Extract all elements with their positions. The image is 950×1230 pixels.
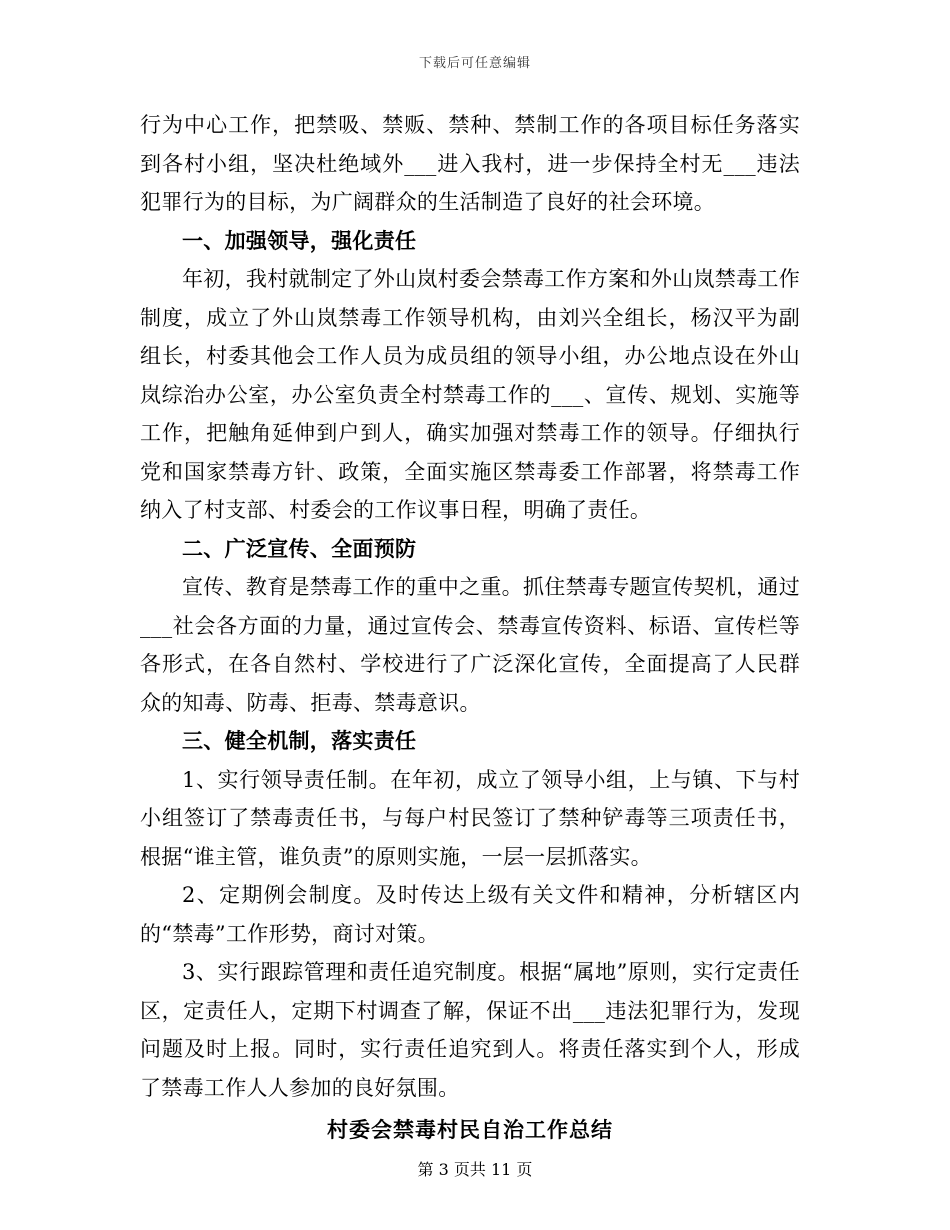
page-header-note: 下载后可任意编辑 (418, 56, 531, 71)
document-body (140, 106, 800, 1150)
section-1-heading: 一、加强领导，强化责任 (182, 227, 417, 253)
page-number: 第 3 页共 11 页 (417, 1160, 533, 1179)
section-2-heading: 二、广泛宣传、全面预防 (182, 535, 417, 561)
section-2-paragraph: 宣传、教育是禁毒工作的重中之重。抓住禁毒专题宣传契机，通过___社会各方面的力量，通过宣传会、禁毒宣传资料、标语、宣传栏等各形式，在各自然村、学校进行了广泛深化宣传，全面提高了人民群众的知毒、防毒、拒毒、禁毒意识。 (140, 575, 800, 715)
section-3-heading: 三、健全机制，落实责任 (182, 728, 417, 753)
closing-title: 村委会禁毒村民自治工作总结 (327, 1117, 613, 1142)
section-3-item-3: 3、实行跟踪管理和责任追究制度。根据“属地”原则，实行定责任区，定责任人，定期下村调查了解，保证不出___违法犯罪行为，发现问题及时上报。同时，实行责任追究到人。将责任落实到个人，形成了禁毒工作人人参加的良好氛围。 (140, 960, 800, 1100)
intro-paragraph: 行为中心工作，把禁吸、禁贩、禁种、禁制工作的各项目标任务落实到各村小组，坚决杜绝域外___进入我村，进一步保持全村无___违法犯罪行为的目标，为广阔群众的生活制造了良好的社会环境。 (140, 113, 800, 214)
section-3-item-2: 2、定期例会制度。及时传达上级有关文件和精神，分析辖区内的“禁毒”工作形势，商讨对策。 (140, 883, 800, 946)
section-1-paragraph: 年初，我村就制定了外山岚村委会禁毒工作方案和外山岚禁毒工作制度，成立了外山岚禁毒工作领导机构，由刘兴全组长，杨汉平为副组长，村委其他会工作人员为成员组的领导小组，办公地点设在外山岚综治办公室，办公室负责全村禁毒工作的___、宣传、规划、实施等工作，把触角延伸到户到人，确实加强对禁毒工作的领导。仔细执行党和国家禁毒方针、政策，全面实施区禁毒委工作部署，将禁毒工作纳入了村支部、村委会的工作议事日程，明确了责任。 (140, 267, 800, 522)
section-3-item-1: 1、实行领导责任制。在年初，成立了领导小组，上与镇、下与村小组签订了禁毒责任书，与每户村民签订了禁种铲毒等三项责任书，根据“谁主管，谁负责”的原则实施，一层一层抓落实。 (140, 767, 800, 869)
